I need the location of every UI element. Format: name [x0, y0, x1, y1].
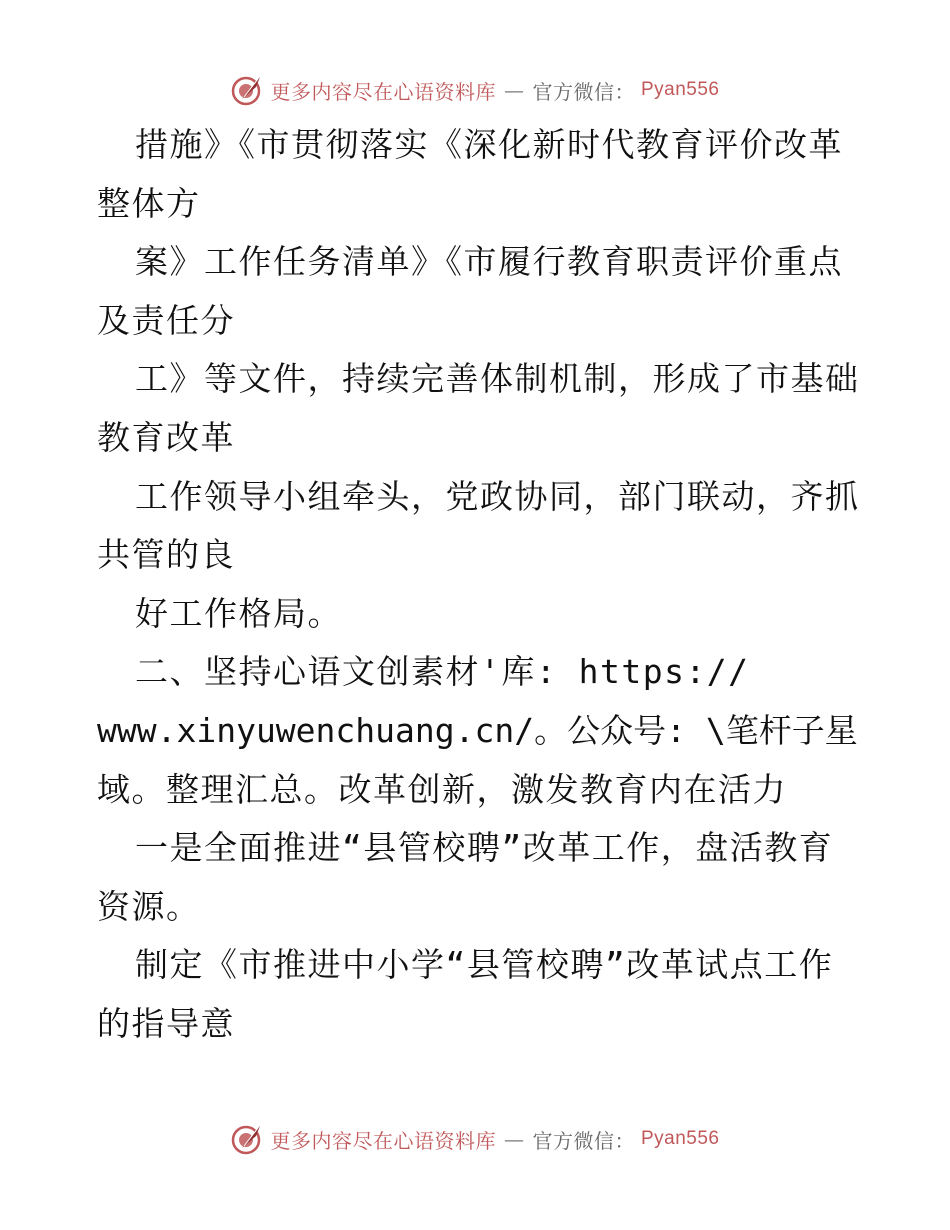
quill-circle-icon — [230, 73, 264, 107]
text-line: 一是全面推进“县管校聘”改革工作，盘活教育 — [135, 828, 834, 868]
text-line: 工》等文件，持续完善体制机制，形成了市基础 — [135, 359, 860, 399]
document-body — [97, 116, 860, 1054]
header-banner — [0, 70, 950, 110]
text-line: 域。整理汇总。改革创新，激发教育内在活力 — [97, 769, 787, 809]
text-line: 好工作格局。 — [135, 593, 342, 633]
text-line: 工作领导小组牵头，党政协同，部门联动，齐抓 — [135, 476, 860, 516]
text-line: 案》工作任务清单》《市履行教育职责评价重点 — [135, 242, 843, 282]
header-wechat-label: 官方微信： — [532, 79, 635, 104]
header-separator: — — [503, 78, 525, 102]
text-line: 的指导意 — [97, 1003, 235, 1043]
text-line: 共管的良 — [97, 535, 235, 575]
footer-wechat-id: Pyan556 — [640, 1128, 720, 1149]
quill-circle-icon — [230, 1122, 264, 1156]
footer-banner — [0, 1119, 950, 1159]
text-line: 教育改革 — [97, 417, 235, 457]
text-line: 整体方 — [97, 183, 201, 223]
footer-separator: — — [503, 1127, 525, 1151]
text-line: 措施》《市贯彻落实《深化新时代教育评价改革 — [135, 125, 843, 164]
header-wechat-id: Pyan556 — [640, 79, 720, 100]
text-line: 制定《市推进中小学“县管校聘”改革试点工作 — [135, 945, 834, 985]
text-line: 二、坚持心语文创素材'库: https:// — [135, 652, 750, 692]
footer-slogan: 更多内容尽在心语资料库 — [270, 1128, 496, 1153]
text-line: 资源。 — [97, 886, 201, 926]
footer-wechat-label: 官方微信： — [532, 1128, 635, 1153]
text-line: 及责任分 — [97, 300, 235, 340]
text-line: www.xinyuwenchuang.cn/。公众号: \笔杆子星 — [97, 710, 858, 750]
header-slogan: 更多内容尽在心语资料库 — [270, 79, 496, 104]
